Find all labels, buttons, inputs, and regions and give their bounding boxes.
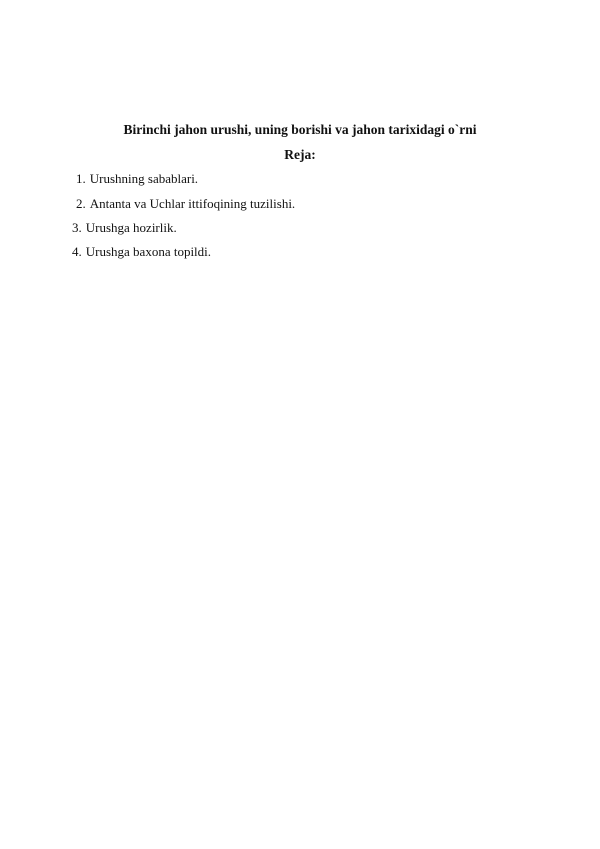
plan-item-text: Antanta va Uchlar ittifoqining tuzilishi. [89, 196, 296, 211]
plan-item [76, 195, 295, 213]
plan-item-number: 2. [76, 196, 86, 211]
plan-item [72, 243, 211, 261]
plan-item-number: 4. [72, 244, 82, 259]
plan-item [76, 170, 198, 188]
document-title: Birinchi jahon urushi, uning borishi va jahon tarixidagi o`rni [123, 122, 477, 137]
plan-item [72, 219, 177, 237]
plan-item-text: Urushga baxona topildi. [85, 244, 212, 259]
plan-item-number: 3. [72, 220, 82, 235]
plan-item-number: 1. [76, 171, 86, 186]
plan-item-text: Urushga hozirlik. [85, 220, 177, 235]
plan-heading: Reja: [284, 147, 316, 162]
plan-item-text: Urushning sabablari. [89, 171, 199, 186]
